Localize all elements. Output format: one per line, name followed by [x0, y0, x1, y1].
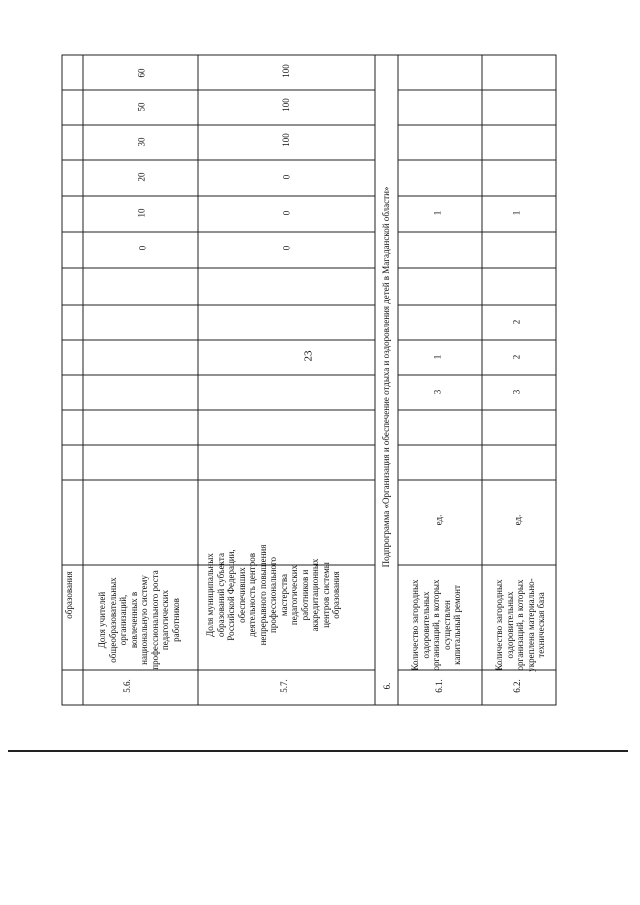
row-no: 6.2. [512, 679, 522, 693]
header-fragment: образования [64, 571, 74, 619]
value-cell: 0 [281, 245, 292, 251]
subprogram-title: Подпрограмма «Организация и обеспечение отдыха и оздоровления детей в Магаданской области» [381, 186, 391, 568]
row-no: 6. [382, 682, 392, 690]
value-cell: 100 [280, 133, 291, 147]
row-no: 6.1. [434, 679, 444, 693]
value-cell: 30 [136, 137, 147, 147]
value-cell: 1 [432, 210, 443, 216]
value-cell: 10 [136, 208, 147, 218]
unit-cell: ед. [512, 514, 523, 526]
page-divider-line [8, 750, 628, 752]
row-no: 5.6. [122, 679, 132, 693]
value-cell: 20 [136, 172, 147, 182]
value-cell: 3 [511, 389, 522, 395]
value-cell: 2 [511, 354, 522, 360]
row-no: 5.7. [279, 679, 289, 693]
value-cell: 0 [281, 210, 292, 216]
value-cell: 1 [432, 354, 443, 360]
row-indicator: Количество загородных оздоровительных организаций, в которых осуществлен капитальный ремонт [410, 579, 462, 671]
value-cell: 60 [136, 68, 147, 78]
unit-cell: ед. [433, 514, 444, 526]
value-cell: 1 [511, 210, 522, 216]
row-indicator: Доля муниципальных образований субъекта Российской Федерации, обеспечивших деятельность центров непрерывного повышения профессионального мастерства педагогических работников и аккредитационных центров системы образования [205, 544, 341, 646]
value-cell: 100 [280, 64, 291, 78]
value-cell: 100 [280, 98, 291, 112]
value-cell: 3 [432, 389, 443, 395]
value-cell: 50 [136, 102, 147, 112]
row-indicator: Доля учителей общеобразовательных организаций, вовлеченных в национальную систему профессионального роста педагогических работников [97, 570, 181, 670]
value-cell: 0 [281, 174, 292, 180]
page-number: 23 [302, 350, 315, 362]
value-cell: 0 [137, 245, 148, 251]
row-indicator: Количество загородных оздоровительных организаций, в которых укреплена материально- техническая база [494, 578, 546, 672]
value-cell: 2 [511, 319, 522, 325]
